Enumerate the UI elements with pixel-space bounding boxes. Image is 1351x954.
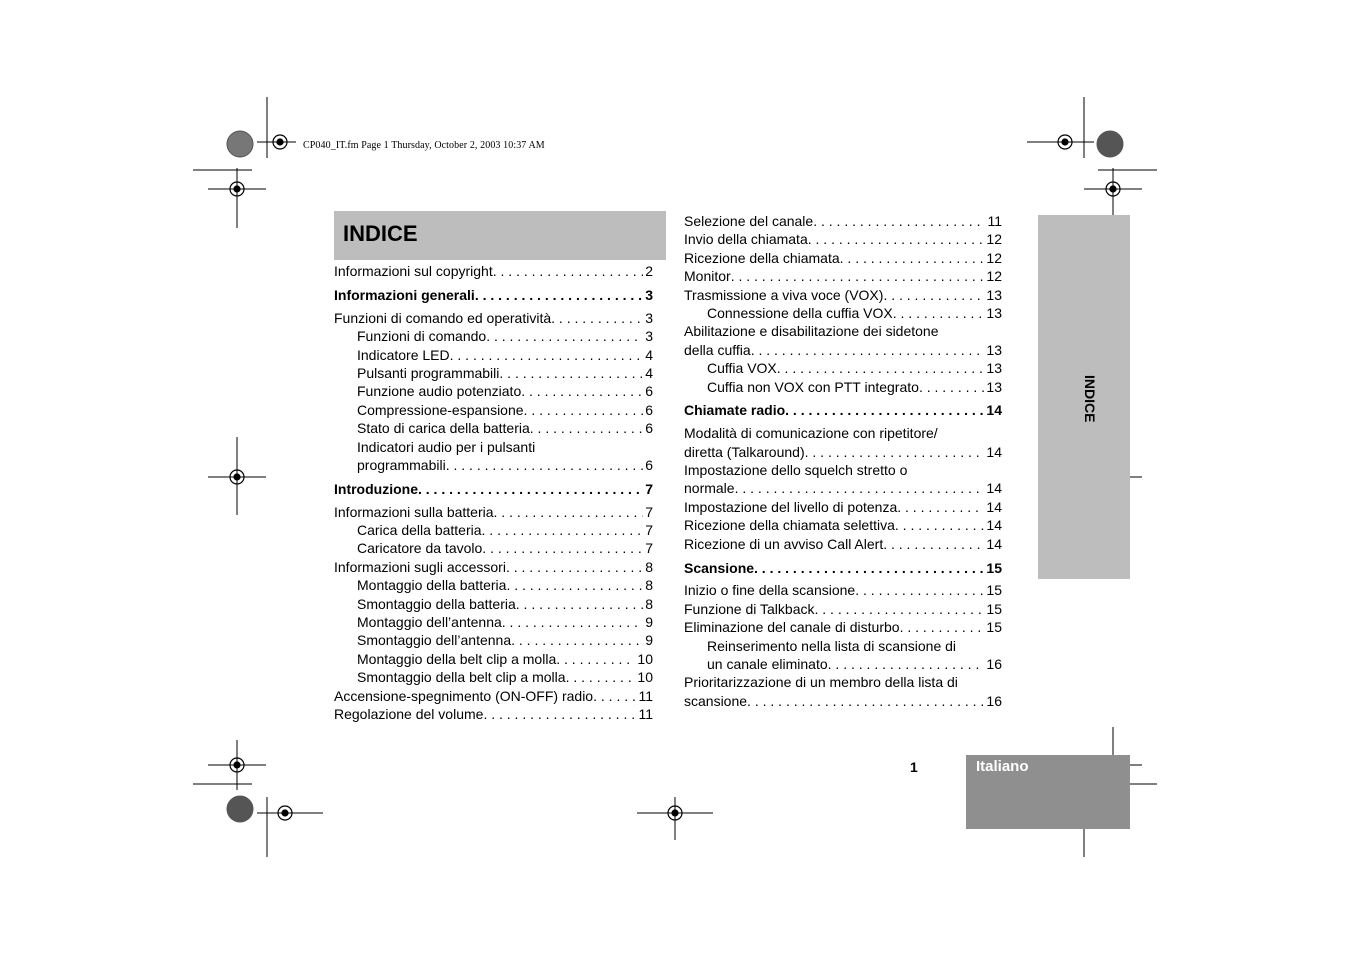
toc-page-number: 7 [645,480,653,497]
toc-entry[interactable] [684,479,1002,497]
dot-leader [735,479,985,497]
toc-entry[interactable] [684,267,1002,285]
toc-entry-label: Cuffia non VOX con PTT integrato [707,378,919,395]
dot-leader [551,309,643,327]
toc-entry-label: Funzioni di comando ed operatività [334,309,552,326]
toc-page-number: 11 [638,687,653,704]
dot-leader [855,581,984,599]
toc-section-entry[interactable] [334,480,653,498]
toc-entry-label: Caricatore da tavolo [357,540,483,557]
toc-entry-label: Eliminazione del canale di disturbo [684,619,900,636]
toc-page-number: 16 [986,655,1002,672]
dot-leader [751,341,985,359]
toc-entry-label: Impostazione del livello di potenza [684,498,898,515]
toc-entry-label: Abilitazione e disabilitazione dei sidetone [684,323,939,340]
toc-page-number: 13 [986,304,1002,321]
toc-entry-label: Modalità di comunicazione con ripetitore/ [684,425,938,442]
toc-entry[interactable] [334,521,653,539]
toc-page-number: 11 [987,213,1002,229]
toc-entry[interactable] [684,286,1002,304]
toc-entry[interactable] [684,249,1002,267]
toc-entry-label: Trasmissione a viva voce (VOX) [684,286,884,303]
toc-entry[interactable] [334,262,653,280]
dot-leader [900,618,985,636]
toc-entry-line[interactable] [684,424,1002,442]
toc-entry-label: Cuffia VOX [707,360,777,377]
toc-entry-label: Stato di carica della batteria [357,420,530,437]
toc-entry[interactable] [334,456,653,474]
toc-entry[interactable] [684,230,1002,248]
toc-entry-label: Regolazione del volume [334,705,484,722]
toc-entry-label: Invio della chiamata [684,231,808,248]
toc-entry-label: scansione [684,692,748,709]
toc-entry-label: Informazioni generali [334,286,475,303]
toc-entry[interactable] [684,600,1002,618]
toc-page-number: 6 [645,401,653,418]
toc-entry-label: Carica della batteria [357,522,482,539]
toc-entry[interactable] [684,443,1002,461]
toc-entry[interactable] [334,558,653,576]
dot-leader [813,212,985,230]
toc-entry[interactable] [334,419,653,437]
toc-page-number: 3 [645,328,653,345]
toc-entry[interactable] [334,346,653,364]
dot-leader [521,382,643,400]
dot-leader [805,443,985,461]
toc-entry-label: Selezione del canale [684,213,814,229]
toc-entry[interactable] [334,613,653,631]
toc-entry-label: Informazioni sulla batteria [334,503,494,520]
toc-entry[interactable] [334,576,653,594]
toc-page-number: 14 [986,480,1002,497]
toc-entry[interactable] [334,382,653,400]
dot-leader [524,401,644,419]
dot-leader [486,327,643,345]
toc-entry[interactable] [334,401,653,419]
toc-page-number: 13 [986,341,1002,358]
toc-page-number: 6 [645,420,653,437]
toc-page-number: 14 [986,517,1002,534]
toc-entry[interactable] [334,503,653,521]
dot-leader [499,364,643,382]
toc-page-number: 14 [986,402,1002,419]
title-banner [334,211,666,260]
toc-page-number: 4 [645,364,653,381]
toc-entry[interactable] [334,668,653,686]
toc-entry-label: Funzione audio potenziato [357,383,522,400]
toc-entry-label: Smontaggio della belt clip a molla [357,669,566,686]
toc-page-number: 13 [986,286,1002,303]
toc-page-number: 3 [645,286,653,303]
toc-page-number: 14 [986,443,1002,460]
toc-entry-label: Ricezione di un avviso Call Alert [684,535,884,552]
dot-leader [883,535,984,553]
toc-entry[interactable] [334,309,653,327]
toc-page-number: 8 [645,595,653,612]
toc-right-column [684,212,1002,710]
toc-entry[interactable] [334,327,653,345]
toc-entry-label: Compressione-espansione [357,401,524,418]
toc-page-number: 10 [637,650,653,667]
toc-entry[interactable] [334,631,653,649]
dot-leader [731,267,985,285]
dot-leader [530,419,643,437]
toc-entry-label: Smontaggio della batteria [357,595,516,612]
toc-entry-line[interactable] [684,673,1002,691]
toc-page-number: 12 [986,249,1002,266]
dot-leader [593,687,636,705]
file-info-header: CP040_IT.fm Page 1 Thursday, October 2, 2003 10:37 AM [303,140,545,151]
dot-leader [482,521,644,539]
toc-entry[interactable] [684,378,1002,396]
dot-leader [506,576,643,594]
toc-page-number: 14 [986,498,1002,515]
toc-entry-label: Montaggio della batteria [357,577,507,594]
toc-page-number: 13 [986,360,1002,377]
toc-page-number: 4 [645,346,653,363]
toc-entry-label: Accensione-spegnimento (ON-OFF) radio [334,687,594,704]
toc-entry[interactable] [334,650,653,668]
toc-entry-label: Prioritarizzazione di un membro della lista di [684,674,958,691]
toc-page-number: 6 [645,456,653,473]
section-side-tab [1038,215,1130,579]
toc-entry[interactable] [684,212,1002,230]
toc-entry[interactable] [334,364,653,382]
toc-page-number: 8 [645,577,653,594]
dot-leader [483,705,636,723]
toc-entry-label: Chiamate radio [684,402,786,419]
toc-entry[interactable] [684,581,1002,599]
dot-leader [897,498,984,516]
toc-entry-label: Funzioni di comando [357,328,487,345]
toc-entry-label: Informazioni sugli accessori [334,558,506,575]
toc-entry-label: Ricezione della chiamata [684,249,840,266]
dot-leader [482,539,643,557]
toc-entry-label: Introduzione [334,480,418,497]
toc-entry[interactable] [684,304,1002,322]
toc-entry-label: Connessione della cuffia VOX [707,304,893,321]
dot-leader [556,650,635,668]
dot-leader [418,480,643,498]
dot-leader [494,503,644,521]
toc-page-number: 7 [645,522,653,539]
toc-entry[interactable] [334,595,653,613]
toc-entry-label: diretta (Talkaround) [684,443,805,460]
toc-entry-label: programmabili [357,456,446,473]
dot-leader [777,359,985,377]
dot-leader [919,378,984,396]
toc-page-number: 15 [986,559,1002,576]
toc-entry[interactable] [684,692,1002,710]
toc-entry[interactable] [334,539,653,557]
toc-entry-label: normale [684,480,735,497]
language-label: Italiano [976,758,1029,775]
dot-leader [516,595,643,613]
toc-entry[interactable] [334,687,653,705]
toc-entry-line[interactable] [684,461,1002,479]
dot-leader [502,613,643,631]
toc-page-number: 13 [986,378,1002,395]
toc-page-number: 10 [637,669,653,686]
toc-entry-label: Indicatori audio per i pulsanti [357,438,536,455]
toc-entry[interactable] [684,535,1002,553]
toc-left-column [334,262,653,723]
toc-page-number: 9 [645,632,653,649]
toc-entry-label: Scansione [684,559,755,576]
toc-entry-label: Montaggio dell’antenna [357,614,502,631]
toc-page-number: 12 [986,231,1002,248]
dot-leader [566,668,636,686]
dot-leader [895,516,985,534]
dot-leader [893,304,985,322]
toc-entry[interactable] [334,705,653,723]
page-number: 1 [910,759,918,775]
side-tab-label: INDICE [1082,375,1098,423]
toc-entry-label: Ricezione della chiamata selettiva [684,517,895,534]
dot-leader [883,286,984,304]
toc-entry[interactable] [684,341,1002,359]
toc-page-number: 15 [986,582,1002,599]
toc-entry-label: un canale eliminato [707,655,828,672]
dot-leader [747,692,984,710]
dot-leader [808,230,985,248]
dot-leader [814,600,984,618]
toc-page-number: 12 [986,268,1002,285]
toc-page-number: 7 [645,503,653,520]
dot-leader [754,559,984,577]
toc-section-entry[interactable] [684,401,1002,419]
dot-leader [506,558,643,576]
toc-page-number: 14 [986,535,1002,552]
dot-leader [475,286,643,304]
toc-page-number: 9 [645,614,653,631]
toc-page-number: 11 [638,705,653,722]
toc-entry-label: Monitor [684,268,731,285]
dot-leader [511,631,643,649]
dot-leader [493,262,643,280]
toc-page-number: 6 [645,383,653,400]
toc-entry[interactable] [684,359,1002,377]
toc-page-number: 3 [645,309,653,326]
toc-entry[interactable] [684,498,1002,516]
dot-leader [446,456,644,474]
toc-entry-line[interactable] [684,322,1002,340]
toc-entry-label: Pulsanti programmabili [357,364,500,381]
toc-entry[interactable] [684,516,1002,534]
toc-entry-label: Impostazione dello squelch stretto o [684,462,908,479]
toc-page-number: 7 [645,540,653,557]
toc-entry[interactable] [684,655,1002,673]
toc-entry-label: Reinserimento nella lista di scansione di [707,637,957,654]
page-title: INDICE [343,221,418,246]
toc-page-number: 15 [986,619,1002,636]
dot-leader [450,346,644,364]
toc-page-number: 16 [986,692,1002,709]
toc-section-entry[interactable] [334,286,653,304]
toc-entry-label: Funzione di Talkback [684,600,815,617]
toc-entry-label: della cuffia [684,341,751,358]
toc-entry-label: Informazioni sul copyright [334,263,493,279]
toc-entry-label: Inizio o fine della scansione [684,582,856,599]
toc-page-number: 2 [645,263,653,279]
toc-entry[interactable] [684,618,1002,636]
toc-entry-line[interactable] [684,637,1002,655]
toc-section-entry[interactable] [684,559,1002,577]
toc-entry-line[interactable] [334,438,653,456]
language-tab [966,755,1130,829]
toc-page-number: 8 [645,558,653,575]
toc-entry-label: Indicatore LED [357,346,450,363]
dot-leader [785,401,984,419]
toc-page-number: 15 [986,600,1002,617]
dot-leader [840,249,985,267]
dot-leader [828,655,985,673]
toc-entry-label: Smontaggio dell’antenna [357,632,512,649]
toc-entry-label: Montaggio della belt clip a molla [357,650,557,667]
